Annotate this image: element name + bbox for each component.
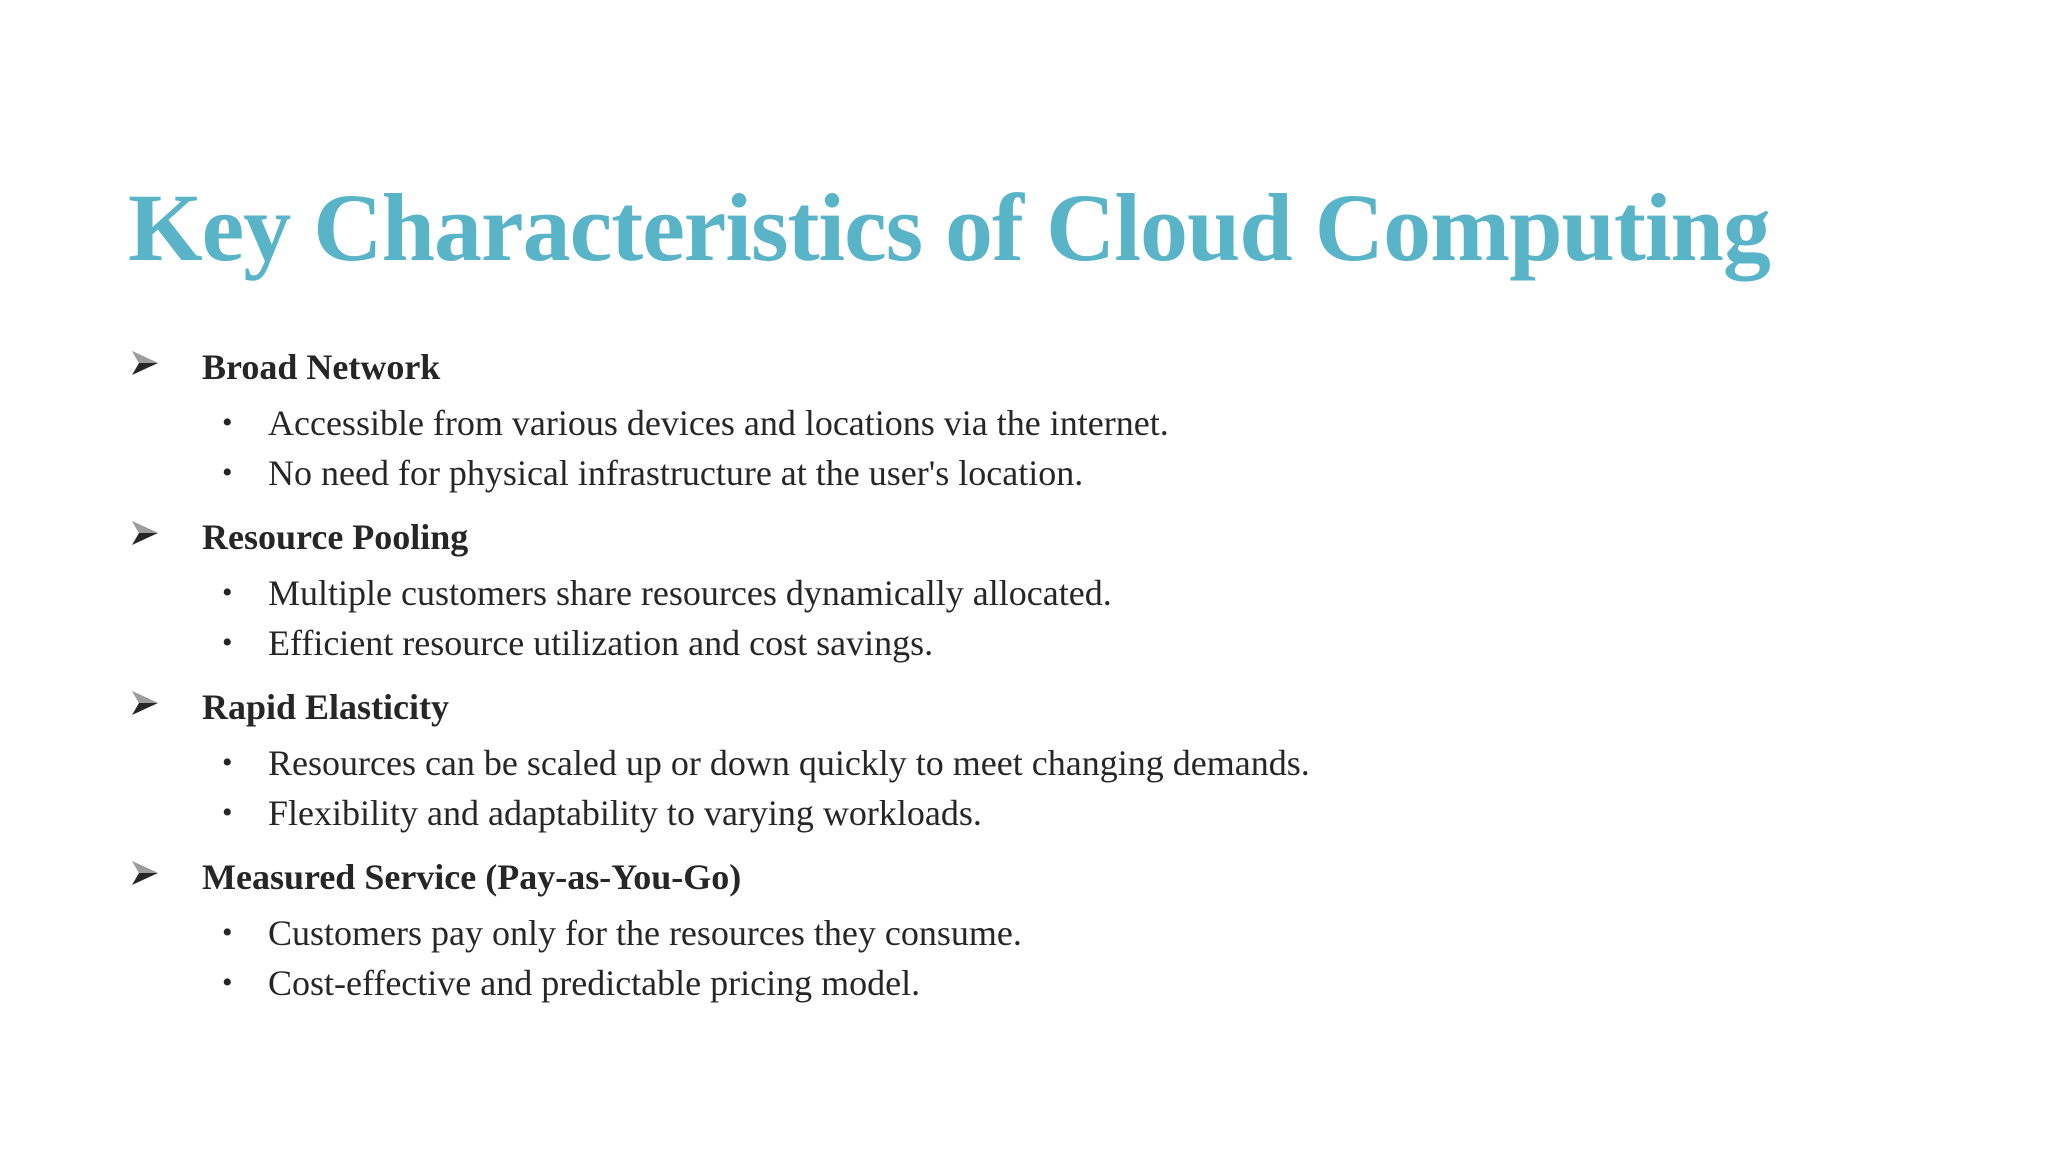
list-item-text: Accessible from various devices and locations via the internet. <box>268 403 1169 443</box>
list-item <box>128 568 1928 618</box>
bullet-dot-icon: • <box>222 576 233 609</box>
arrowhead-bullet-icon <box>130 688 160 718</box>
section-broad-network <box>128 338 1928 498</box>
list-item-text: Flexibility and adaptability to varying workloads. <box>268 793 982 833</box>
list-item <box>128 958 1928 1008</box>
section-rapid-elasticity <box>128 678 1928 838</box>
list-item-text: Cost-effective and predictable pricing model. <box>268 963 921 1003</box>
section-heading: Measured Service (Pay-as-You-Go) <box>202 857 742 897</box>
section-resource-pooling <box>128 508 1928 668</box>
section-heading-row <box>128 848 1928 908</box>
section-heading: Broad Network <box>202 347 441 387</box>
arrowhead-bullet-icon <box>130 518 160 548</box>
list-item <box>128 788 1928 838</box>
list-item-text: Customers pay only for the resources they consume. <box>268 913 1022 953</box>
list-item <box>128 448 1928 498</box>
list-item-text: Efficient resource utilization and cost savings. <box>268 623 934 663</box>
bullet-dot-icon: • <box>222 626 233 659</box>
arrowhead-bullet-icon <box>130 858 160 888</box>
list-item <box>128 398 1928 448</box>
bullet-dot-icon: • <box>222 746 233 779</box>
list-item-text: No need for physical infrastructure at the user's location. <box>268 453 1084 493</box>
section-heading-row <box>128 338 1928 398</box>
list-item-text: Resources can be scaled up or down quickly to meet changing demands. <box>268 743 1310 783</box>
bullet-dot-icon: • <box>222 916 233 949</box>
slide-title: Key Characteristics of Cloud Computing <box>128 174 1770 281</box>
bullet-dot-icon: • <box>222 456 233 489</box>
arrowhead-bullet-icon <box>130 348 160 378</box>
section-heading-row <box>128 678 1928 738</box>
list-item <box>128 618 1928 668</box>
bullet-dot-icon: • <box>222 796 233 829</box>
bullet-dot-icon: • <box>222 406 233 439</box>
section-measured-service <box>128 848 1928 1008</box>
bullet-list <box>128 338 1928 1018</box>
section-heading: Rapid Elasticity <box>202 687 450 727</box>
list-item <box>128 738 1928 788</box>
section-heading-row <box>128 508 1928 568</box>
list-item-text: Multiple customers share resources dynamically allocated. <box>268 573 1112 613</box>
section-heading: Resource Pooling <box>202 517 469 557</box>
list-item <box>128 908 1928 958</box>
bullet-dot-icon: • <box>222 966 233 999</box>
